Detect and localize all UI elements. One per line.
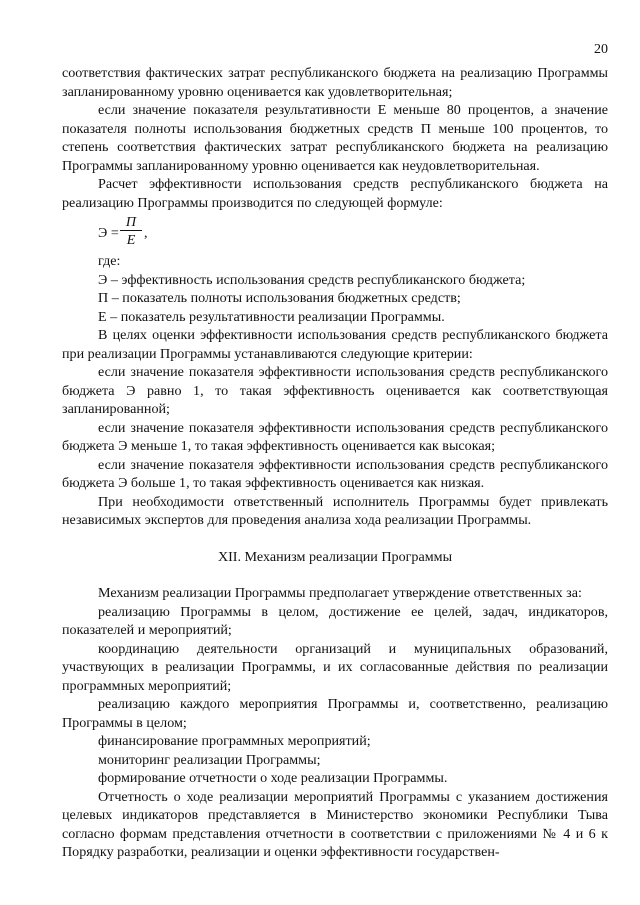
paragraph: где: — [98, 253, 121, 269]
formula-lhs: Э = — [98, 225, 119, 241]
document-body — [62, 64, 608, 862]
paragraph: формирование отчетности о ходе реализации Программы. — [98, 770, 448, 786]
efficiency-formula — [98, 214, 608, 252]
paragraph: координацию деятельности организаций и муниципальных образований, участвующих в реализации Программы, и их согласованные действия по реализации программных мероприятий; — [62, 640, 608, 694]
paragraph: Расчет эффективности использования средств республиканского бюджета на реализацию Программы производится по следующей формуле: — [62, 176, 608, 211]
paragraph: П – показатель полноты использования бюджетных средств; — [98, 290, 461, 306]
formula-fraction — [120, 214, 142, 249]
paragraph: если значение показателя эффективности использования средств республиканского бюджета Э равно 1, то такая эффективность оценивается как соответствующая запланированной; — [62, 364, 608, 417]
paragraph: Е – показатель результативности реализации Программы. — [98, 308, 445, 325]
paragraph: Механизм реализации Программы предполагает утверждение ответственных за: — [98, 585, 582, 601]
paragraph: Э – эффективность использования средств республиканского бюджета; — [98, 271, 526, 288]
paragraph: если значение показателя эффективности использования средств республиканского бюджета Э больше 1, то такая эффективность оценивается как низкая. — [62, 456, 608, 491]
paragraph: если значение показателя эффективности использования средств республиканского бюджета Э меньше 1, то такая эффективность оценивается как высокая; — [62, 419, 608, 454]
paragraph: Отчетность о ходе реализации мероприятий Программы с указанием достижения целевых индикаторов представляется в Министерство экономики Республики Тыва согласно формам представления отчетности в соответствии с приложениями № 4 и 6 к Порядку разработки, реализации и оценки эффективности государствен- — [62, 788, 608, 860]
paragraph: В целях оценки эффективности использования средств республиканского бюджета при реализации Программы устанавливаются следующие критерии: — [62, 327, 608, 362]
formula-tail: , — [144, 225, 148, 241]
page-number: 20 — [594, 42, 608, 57]
paragraph: соответствия фактических затрат республиканского бюджета на реализацию Программы запланированному уровню оценивается как удовлетворительная; — [62, 65, 608, 100]
paragraph: При необходимости ответственный исполнитель Программы будет привлекать независимых экспертов для проведения анализа хода реализации Программы. — [62, 493, 608, 528]
paragraph: мониторинг реализации Программы; — [98, 751, 321, 768]
paragraph: финансирование программных мероприятий; — [98, 733, 371, 749]
paragraph: реализацию каждого мероприятия Программы и, соответственно, реализацию Программы в целом; — [62, 696, 608, 731]
section-heading: XII. Механизм реализации Программы — [217, 548, 453, 565]
paragraph: если значение показателя результативности Е меньше 80 процентов, а значение показателя полноты использования бюджетных средств П меньше 100 процентов, то степень соответствия фактических затрат республиканского бюджета на реализацию Программы запланированному уровню оценивается как неудовлетворительная. — [62, 102, 608, 174]
paragraph: реализацию Программы в целом, достижение ее целей, задач, индикаторов, показателей и мероприятий; — [62, 603, 608, 638]
formula-denominator: Е — [126, 232, 136, 248]
formula-numerator: П — [120, 214, 142, 231]
